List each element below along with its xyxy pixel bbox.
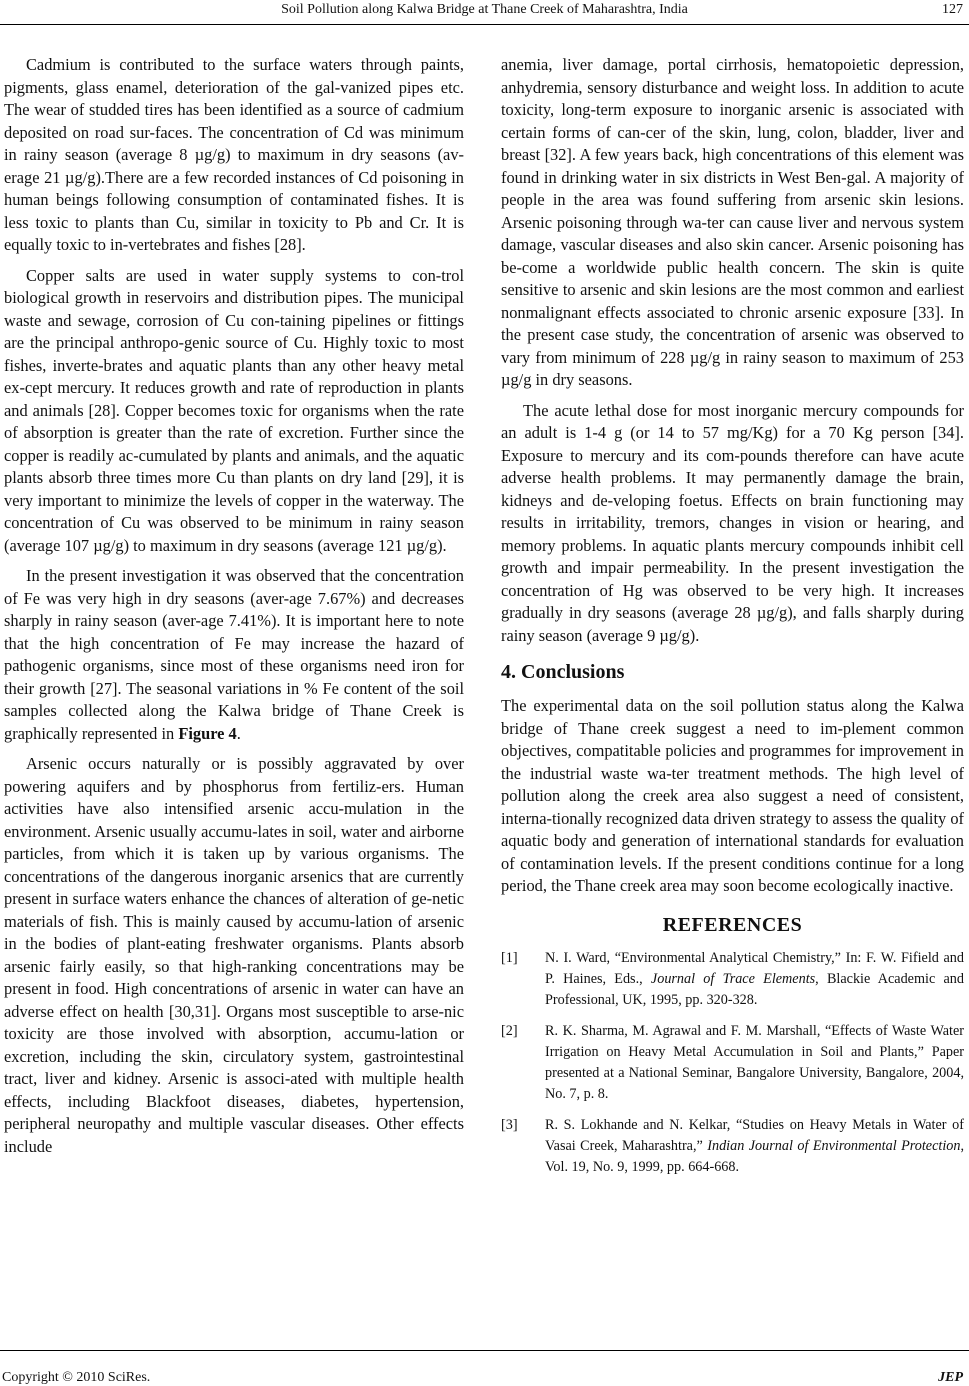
reference-text: N. I. Ward, “Environmental Analytical Chemistry,” In: F. W. Fifield and P. Haines, Eds., <box>545 949 964 987</box>
reference-3 <box>501 1115 964 1178</box>
footer-rule <box>0 1350 969 1351</box>
reference-number: [1] <box>501 949 518 966</box>
header-rule <box>0 24 969 25</box>
iron-text-end: . <box>236 723 241 743</box>
right-column <box>501 50 964 1340</box>
conclusions-heading: 4. Conclusions <box>501 661 625 683</box>
paragraph-iron <box>4 565 464 745</box>
journal-abbreviation: JEP <box>938 1370 963 1385</box>
paragraph-arsenic-continued: anemia, liver damage, portal cirrhosis, hematopoietic depression, anhydremia, sensory disturbance and weight loss. In addition to acute toxicity, long-term exposure to inorganic arsenic is associated with certain forms of can-cer of the skin, lung, colon, bladder, liver and breast [32]. A few years back, high concentrations of this element was found in drinking water in six districts in West Ben-gal. A majority of people in the area was found suffering from arsenic skin lesions. Arsenic poisoning through wa-ter can cause liver and nervous system damage, vascular diseases and also skin cancer. Arsenic poisoning has be-come a worldwide public health concern. The skin is quite sensitive to arsenic and skin lesions are the most common and earliest nonmalignant effects associated to chronic arsenic exposure [33]. In the present case study, the concentration of arsenic was observed to vary from minimum of 228 µg/g in rainy season to maximum of 253 µg/g in dry seasons. <box>501 55 964 389</box>
reference-body <box>545 948 964 1011</box>
reference-body <box>545 1021 964 1105</box>
reference-2 <box>501 1021 964 1105</box>
reference-body <box>545 1115 964 1178</box>
reference-number: [3] <box>501 1116 518 1133</box>
reference-journal: Journal of Trace Elements <box>650 970 816 987</box>
left-column <box>4 50 464 1340</box>
paragraph-arsenic: Arsenic occurs naturally or is possibly aggravated by over powering aquifers and by phosphorus from fertiliz-ers. Human activities have also intensified arsenic accu-mulation in the environment. Arsenic usually accumu-lates in soil, water and airborne particles, from which it is taken up by various organisms. The concentrations of the dangerous inorganic arsenics that are currently present in surface waters enhance the chances of alteration of ge-netic materials of fish. This is mainly caused by accumu-lation of arsenic in the bodies of plant-eating freshwater organisms. Plants absorb arsenic fairly easily, so that high-ranking concentrations may be present in food. High concentrations of arsenic in water can have an adverse effect on health [30,31]. Organs most susceptible to arse-nic toxicity are those involved with absorption, accumu-lation or excretion, including the skin, circulatory system, gastrointestinal tract, liver and kidney. Arsenic is associ-ated with multiple health effects, including Blackfoot diseases, diabetes, hypertension, peripheral neuropathy and multiple vascular diseases. Other effects include <box>4 754 464 1156</box>
reference-list <box>501 948 964 1178</box>
reference-1 <box>501 948 964 1011</box>
reference-text: R. K. Sharma, M. Agrawal and F. M. Marshall, “Effects of Waste Water Irrigation on Heavy Metal Accumulation in Soil and Plants,” Paper presented at a National Seminar, Bangalore University, Bangalore, 2004, No. 7, p. 8. <box>545 1022 964 1102</box>
reference-number: [2] <box>501 1022 518 1039</box>
page-number: 127 <box>942 2 963 17</box>
paragraph-cadmium: Cadmium is contributed to the surface waters through paints, pigments, glass enamel, deterioration of the gal-vanized pipes etc. The wear of studded tires has been identified as a source of cadmium deposited on road sur-faces. The concentration of Cd was minimum in rainy season (average 8 µg/g) to maximum in dry seasons (av-erage 21 µg/g).There are a few recorded instances of Cd poisoning in human beings following consumption of contaminated fishes. It is less toxic to plants than Cu, similar in toxicity to Pb and Cr. It is equally toxic to in-vertebrates and fishes [28]. <box>4 55 464 254</box>
reference-details: , Vol. 19, No. 9, 1999, pp. 664-668. <box>545 1137 964 1175</box>
reference-details: , Blackie Academic and Professional, UK, 1995, pp. 320-328. <box>545 970 964 1008</box>
copyright-notice: Copyright © 2010 SciRes. <box>2 1370 151 1385</box>
references-heading: REFERENCES <box>662 913 803 936</box>
running-title: Soil Pollution along Kalwa Bridge at Thane Creek of Maharashtra, India <box>281 2 688 17</box>
page-footer <box>0 1350 969 1385</box>
page-header <box>0 0 969 44</box>
reference-journal: Indian Journal of Environmental Protection <box>707 1137 961 1154</box>
paragraph-conclusions: The experimental data on the soil pollution status along the Kalwa bridge of Thane creek suggest a need to im-plement common objectives, compatitable policies and programmes for improvement in the industrial waste wa-ter treatment methods. The high level of pollution along the creek area also suggest a need of consistent, interna-tionally recognized data driven strategy to assess the quality of aquatic body and generation of international standards for evaluation of contamination levels. If the present conditions continue for a long period, the Thane creek area may soon become ecologically inactive. <box>501 696 964 895</box>
paragraph-mercury: The acute lethal dose for most inorganic mercury compounds for an adult is 1-4 g (or 14 to 57 mg/Kg) for a 70 Kg person [34]. Exposure to mercury and its com-pounds therefore can have acute adverse health problems. It may permanently damage the brain, kidneys and de-veloping foetus. Effects on brain functioning may results in irritability, tremors, changes in vision or hearing, and memory problems. In aquatic plants mercury compounds inhibit cell growth and impair permeability. In the present investigation the concentration of Hg was observed to be very high. It increases gradually in dry seasons (average 28 µg/g), and falls sharply during rainy season (average 9 µg/g). <box>501 400 964 645</box>
paragraph-copper: Copper salts are used in water supply systems to con-trol biological growth in reservoirs and distribution pipes. The municipal waste and sewage, corrosion of Cu con-taining pipelines or fittings are the principal anthropo-genic source of Cu. Highly toxic to most fishes, inverte-brates and aquatic plants than any other heavy metal ex-cept mercury. It reduces growth and rate of reproduction in plants and animals [28]. Copper becomes toxic for organisms when the rate of absorption is greater than the rate of excretion. Further since the copper is readily ac-cumulated by plants and animals, and the aquatic plants absorb three times more Cu than plants on dry land [29], it is very important to minimize the levels of copper in the waterway. The concentration of Cu was observed to be minimum in rainy season (average 107 µg/g) to maximum in dry seasons (average 121 µg/g). <box>4 265 464 555</box>
figure-4-link[interactable]: Figure 4 <box>178 723 237 743</box>
reference-text: R. S. Lokhande and N. Kelkar, “Studies on Heavy Metals in Water of Vasai Creek, Maharashtra,” <box>545 1116 964 1154</box>
iron-text: In the present investigation it was observed that the concentration of Fe was very high in dry seasons (aver-age 7.67%) and decreases sharply in rainy season (aver-age 7.41%). It is important here to note that the high concentration of Fe may increase the hazard of pathogenic organisms, since most of these organisms need iron for their growth [27]. The seasonal variations in % Fe content of the soil samples collected along the Kalwa bridge of Thane Creek is graphically represented in <box>4 566 464 743</box>
